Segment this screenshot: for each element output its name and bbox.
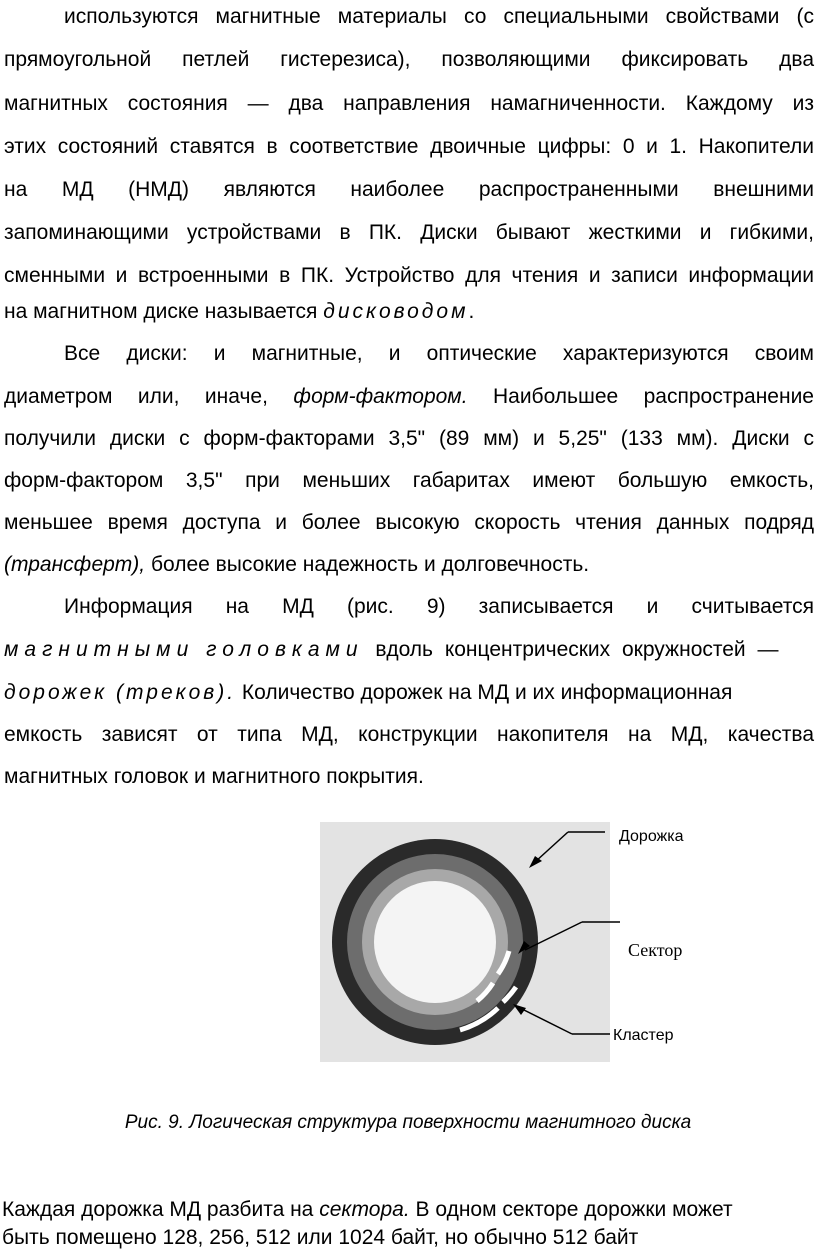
text-line: используются магнитные материалы со специальными свойствами (с	[64, 5, 814, 28]
text-line: на МД (НМД) являются наиболее распространенными внешними	[4, 178, 814, 201]
term-sectors: сектора.	[319, 1198, 410, 1221]
text-line: Информация на МД (рис. 9) записывается и считывается	[64, 595, 814, 618]
text-fragment: диаметром или, иначе,	[4, 385, 294, 408]
text-fragment: более высокие надежность и долговечность.	[145, 553, 590, 576]
label-sector: Сектор	[628, 940, 683, 960]
label-track: Дорожка	[619, 828, 684, 845]
text-line	[4, 385, 814, 409]
term-transfert: (трансферт),	[4, 553, 146, 576]
text-line: Все диски: и магнитные, и оптические характеризуются своим	[64, 342, 814, 365]
text-line: меньшее время доступа и более высокую скорость чтения данных подряд	[4, 511, 814, 534]
text-line: запоминающими устройствами в ПК. Диски бывают жесткими и гибкими,	[4, 221, 814, 244]
text-line	[4, 638, 814, 662]
text-line: быть помещено 128, 256, 512 или 1024 байт, но обычно 512 байт	[2, 1226, 639, 1249]
text-line: магнитных состояния — два направления намагниченности. Каждому из	[4, 92, 814, 115]
text-line: получили диски с форм-факторами 3,5" (89 мм) и 5,25" (133 мм). Диски с	[4, 427, 814, 450]
text-fragment: вдоль концентрических окружностей —	[363, 638, 779, 661]
term-diskovod: дисководом	[323, 300, 469, 323]
disk-diagram	[320, 822, 620, 1062]
disk-figure	[320, 822, 620, 1062]
text-line	[4, 681, 814, 705]
text-line	[4, 300, 814, 324]
text-fragment: на магнитном диске называется	[4, 300, 324, 323]
text-line: форм-фактором 3,5" при меньших габаритах имеют большую емкость,	[4, 469, 814, 492]
term-magnetic-heads: магнитными головками	[4, 638, 364, 661]
disk-center	[374, 881, 496, 1003]
text-fragment: В одном секторе дорожки может	[409, 1198, 733, 1221]
text-line: емкость зависят от типа МД, конструкции накопителя на МД, качества	[4, 723, 814, 746]
label-cluster: Кластер	[613, 1027, 674, 1044]
term-form-factor: форм-фактором.	[293, 385, 468, 408]
text-line: этих состояний ставятся в соответствие двоичные цифры: 0 и 1. Накопители	[4, 135, 814, 158]
text-line: сменными и встроенными в ПК. Устройство для чтения и записи информации	[4, 264, 814, 287]
text-fragment: Каждая дорожка МД разбита на	[2, 1198, 320, 1221]
figure-caption: Рис. 9. Логическая структура поверхности магнитного диска	[124, 1112, 692, 1133]
text-fragment: Количество дорожек на МД и их информационная	[236, 681, 733, 704]
text-fragment: .	[468, 300, 475, 323]
text-line	[2, 1198, 812, 1222]
text-fragment: Наибольшее распространение	[467, 385, 814, 408]
text-line: магнитных головок и магнитного покрытия.	[4, 765, 424, 788]
text-line	[4, 553, 814, 577]
text-line: прямоугольной петлей гистерезиса), позволяющими фиксировать два	[4, 48, 814, 71]
term-tracks: дорожек (треков).	[4, 681, 237, 704]
